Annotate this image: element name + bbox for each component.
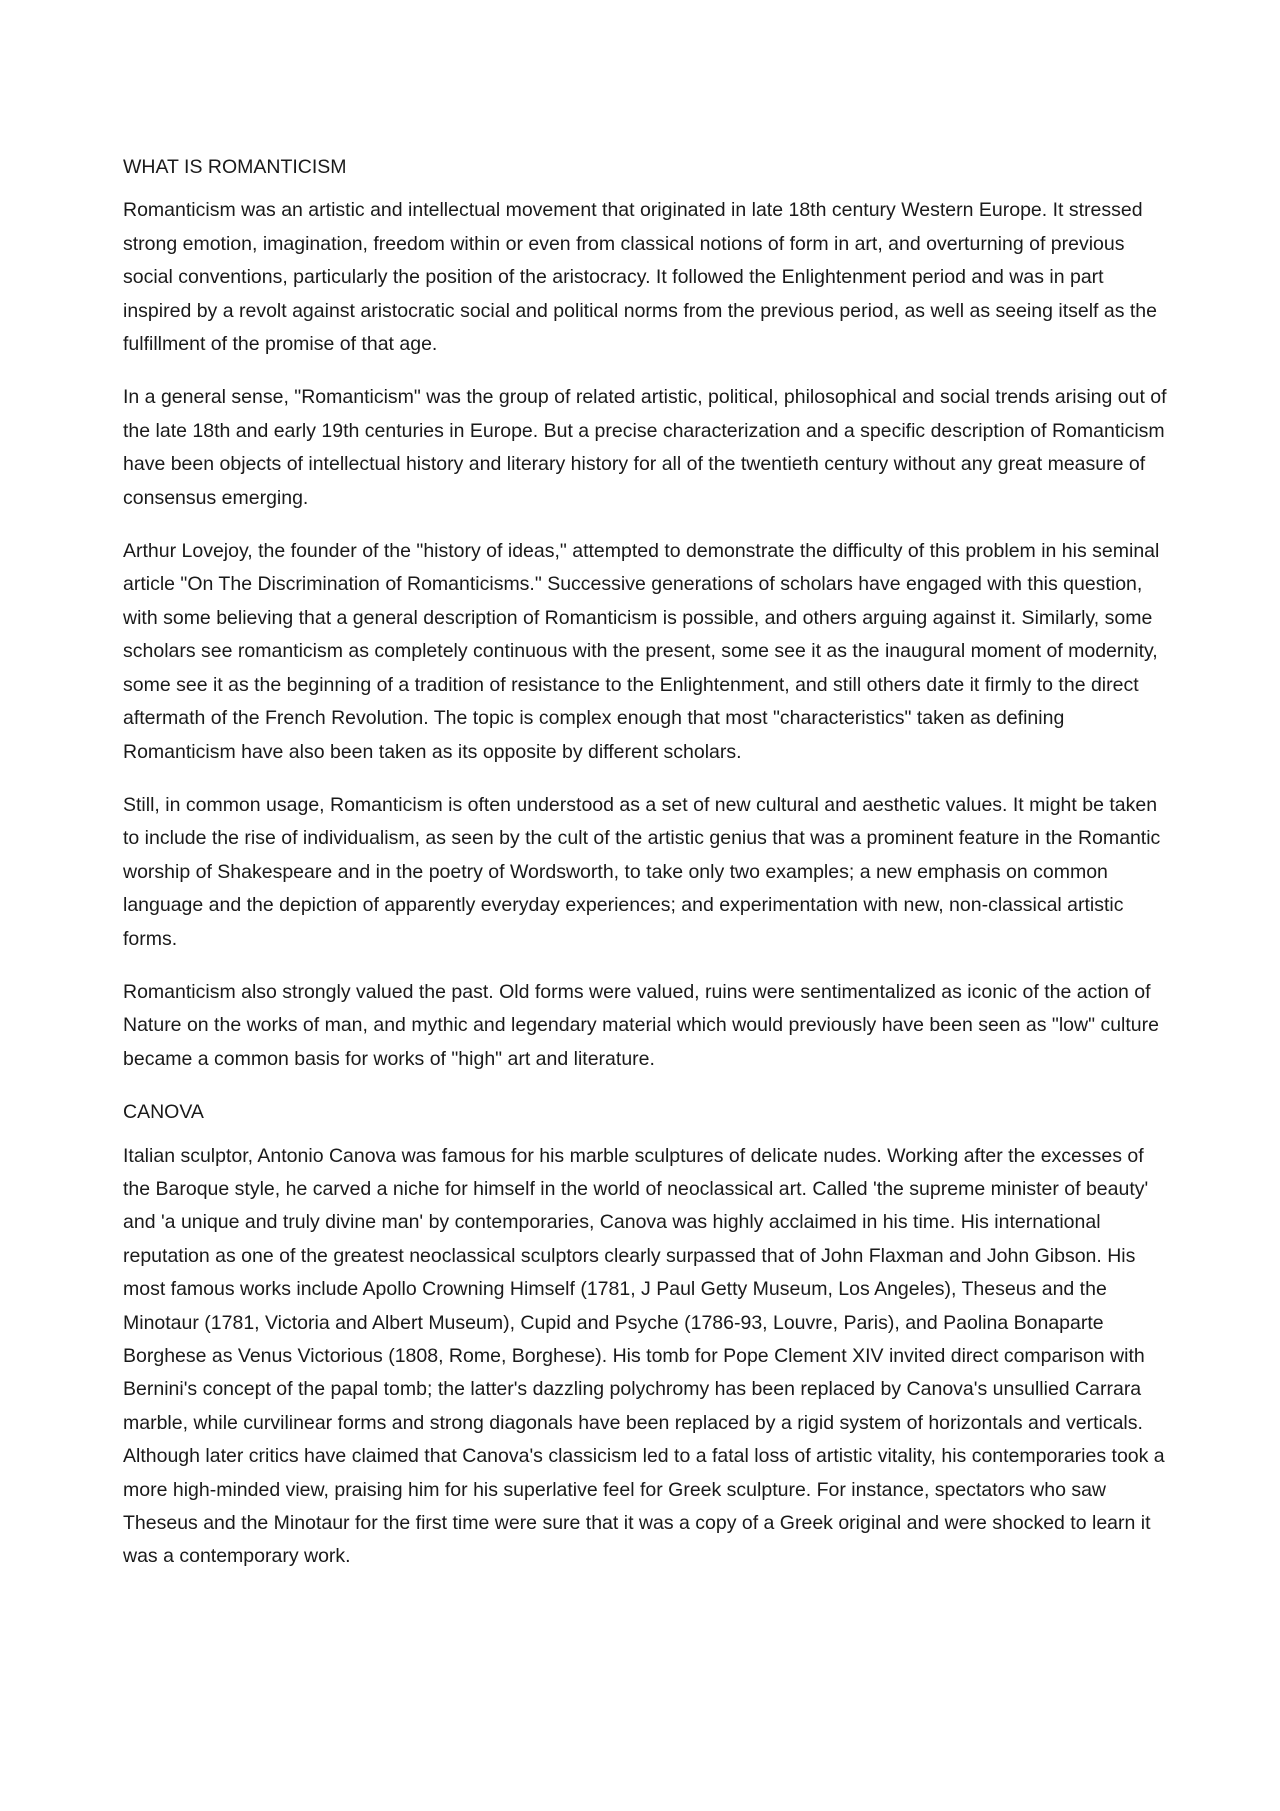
section-heading: CANOVA xyxy=(123,1101,204,1124)
paragraph: Romanticism was an artistic and intellectual movement that originated in late 18th century Western Europe. It stressed strong emotion, imagination, freedom within or even from classical notions of form in art, and overturning of previous social conventions, particularly the position of the aristocracy. It followed the Enlightenment period and was in part inspired by a revolt against aristocratic social and political norms from the previous period, as well as seeing itself as the fulfillment of the promise of that age. xyxy=(123,199,1157,356)
section-romanticism xyxy=(123,151,1173,1076)
paragraph: In a general sense, "Romanticism" was the group of related artistic, political, philosophical and social trends arising out of the late 18th and early 19th centuries in Europe. But a precise characterization and a specific description of Romanticism have been objects of intellectual history and literary history for all of the twentieth century without any great measure of consensus emerging. xyxy=(123,386,1167,509)
section-canova xyxy=(123,1096,1173,1574)
paragraph: Romanticism also strongly valued the past. Old forms were valued, ruins were sentimentalized as iconic of the action of Nature on the works of man, and mythic and legendary material which would previously have been seen as "low" culture became a common basis for works of "high" art and literature. xyxy=(123,980,1159,1070)
paragraph: Arthur Lovejoy, the founder of the "history of ideas," attempted to demonstrate the difficulty of this problem in his seminal article "On The Discrimination of Romanticisms." Successive generations of scholars have engaged with this question, with some believing that a general description of Romanticism is possible, and others arguing against it. Similarly, some scholars see romanticism as completely continuous with the present, some see it as the inaugural moment of modernity, some see it as the beginning of a tradition of resistance to the Enlightenment, and still others date it firmly to the direct aftermath of the French Revolution. The topic is complex enough that most "characteristics" taken as defining Romanticism have also been taken as its opposite by different scholars. xyxy=(123,540,1160,763)
paragraph: Italian sculptor, Antonio Canova was famous for his marble sculptures of delicate nudes. Working after the excesses of the Baroque style, he carved a niche for himself in the world of neoclassical art. Called 'the supreme minister of beauty' and 'a unique and truly divine man' by contemporaries, Canova was highly acclaimed in his time. His international reputation as one of the greatest neoclassical sculptors clearly surpassed that of John Flaxman and John Gibson. His most famous works include Apollo Crowning Himself (1781, J Paul Getty Museum, Los Angeles), Theseus and the Minotaur (1781, Victoria and Albert Museum), Cupid and Psyche (1786-93, Louvre, Paris), and Paolina Bonaparte Borghese as Venus Victorious (1808, Rome, Borghese). His tomb for Pope Clement XIV invited direct comparison with Bernini's concept of the papal tomb; the latter's dazzling polychromy has been replaced by Canova's unsullied Carrara marble, while curvilinear forms and strong diagonals have been replaced by a rigid system of horizontals and verticals. Although later critics have claimed that Canova's classicism led to a fatal loss of artistic vitality, his contemporaries took a more high-minded view, praising him for his superlative feel for Greek sculpture. For instance, spectators who saw Theseus and the Minotaur for the first time were sure that it was a copy of a Greek original and were shocked to learn it was a contemporary work. xyxy=(123,1144,1165,1568)
paragraph: Still, in common usage, Romanticism is often understood as a set of new cultural and aesthetic values. It might be taken to include the rise of individualism, as seen by the cult of the artistic genius that was a prominent feature in the Romantic worship of Shakespeare and in the poetry of Wordsworth, to take only two examples; a new emphasis on common language and the depiction of apparently everyday experiences; and experimentation with new, non-classical artistic forms. xyxy=(123,793,1161,950)
section-heading: WHAT IS ROMANTICISM xyxy=(123,156,347,178)
document-page xyxy=(123,151,1173,1594)
